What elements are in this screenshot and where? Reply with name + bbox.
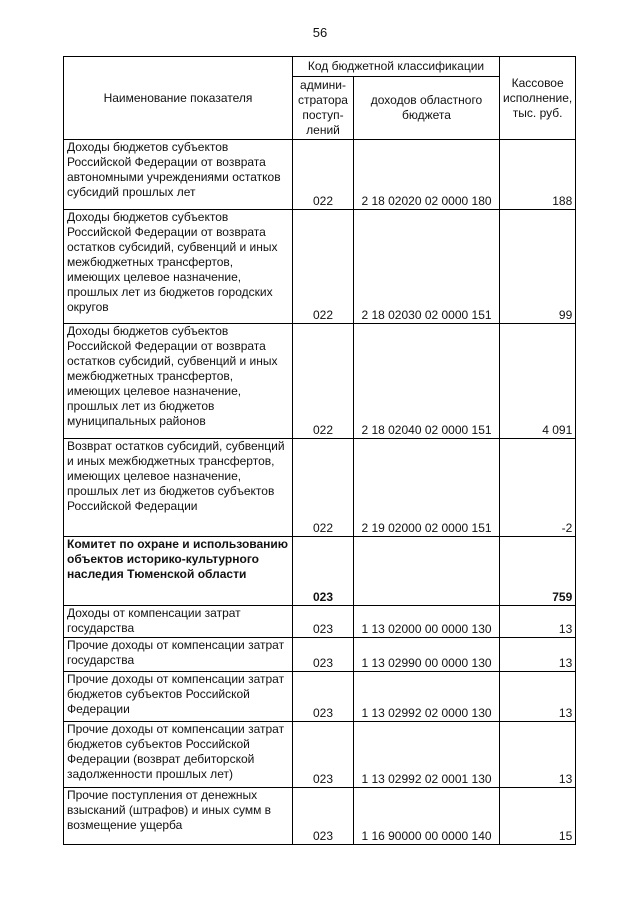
row-amount: 13 xyxy=(500,672,576,722)
header-name: Наименование показателя xyxy=(64,57,293,140)
table-row xyxy=(64,638,576,672)
row-classification-code: 2 18 02020 02 0000 180 xyxy=(354,140,500,210)
table-row xyxy=(64,606,576,638)
row-classification-code: 1 13 02000 00 0000 130 xyxy=(354,606,500,638)
row-amount: 4 091 xyxy=(500,324,576,439)
table-row xyxy=(64,324,576,439)
table-body xyxy=(64,140,576,845)
table-row xyxy=(64,439,576,537)
row-admin-code: 022 xyxy=(293,324,354,439)
row-amount: 13 xyxy=(500,638,576,672)
row-amount: -2 xyxy=(500,439,576,537)
row-amount: 99 xyxy=(500,210,576,324)
row-amount: 13 xyxy=(500,606,576,638)
table-row xyxy=(64,210,576,324)
row-classification-code: 1 13 02992 02 0000 130 xyxy=(354,672,500,722)
row-admin-code: 023 xyxy=(293,638,354,672)
row-classification-code: 1 13 02992 02 0001 130 xyxy=(354,722,500,788)
row-name: Прочие доходы от компенсации затрат государства xyxy=(64,638,293,672)
row-admin-code: 022 xyxy=(293,210,354,324)
row-admin-code: 023 xyxy=(293,606,354,638)
row-amount: 759 xyxy=(500,537,576,606)
row-classification-code xyxy=(354,537,500,606)
header-amount: Кассовое исполнение, тыс. руб. xyxy=(500,57,576,140)
row-name: Прочие доходы от компенсации затрат бюджетов субъектов Российской Федерации (возврат дебиторской задолженности прошлых лет) xyxy=(64,722,293,788)
row-admin-code: 023 xyxy=(293,537,354,606)
table-row xyxy=(64,140,576,210)
row-classification-code: 2 19 02000 02 0000 151 xyxy=(354,439,500,537)
row-admin-code: 022 xyxy=(293,439,354,537)
header-income: доходов областного бюджета xyxy=(354,77,500,140)
header-classification: Код бюджетной классификации xyxy=(293,57,500,77)
row-name: Комитет по охране и использованию объектов историко-культурного наследия Тюменской области xyxy=(64,537,293,606)
row-admin-code: 023 xyxy=(293,722,354,788)
row-name: Доходы бюджетов субъектов Российской Федерации от возврата остатков субсидий, субвенций и иных межбюджетных трансфертов, имеющих целевое назначение, прошлых лет из бюджетов муниципальных районов xyxy=(64,324,293,439)
row-classification-code: 2 18 02040 02 0000 151 xyxy=(354,324,500,439)
row-admin-code: 022 xyxy=(293,140,354,210)
row-name: Доходы бюджетов субъектов Российской Федерации от возврата остатков субсидий, субвенций и иных межбюджетных трансфертов, имеющих целевое назначение, прошлых лет из бюджетов городских округов xyxy=(64,210,293,324)
row-amount: 15 xyxy=(500,788,576,845)
budget-table xyxy=(63,56,576,845)
header-administrator: админи-стратора поступ-лений xyxy=(293,77,354,140)
table-row xyxy=(64,537,576,606)
row-name: Прочие доходы от компенсации затрат бюджетов субъектов Российской Федерации xyxy=(64,672,293,722)
row-classification-code: 1 13 02990 00 0000 130 xyxy=(354,638,500,672)
row-classification-code: 1 16 90000 00 0000 140 xyxy=(354,788,500,845)
row-amount: 13 xyxy=(500,722,576,788)
page-number: 56 xyxy=(312,25,328,40)
table-row xyxy=(64,672,576,722)
row-amount: 188 xyxy=(500,140,576,210)
row-name: Прочие поступления от денежных взысканий (штрафов) и иных сумм в возмещение ущерба xyxy=(64,788,293,845)
row-classification-code: 2 18 02030 02 0000 151 xyxy=(354,210,500,324)
row-name: Доходы от компенсации затрат государства xyxy=(64,606,293,638)
row-name: Доходы бюджетов субъектов Российской Федерации от возврата автономными учреждениями остатков субсидий прошлых лет xyxy=(64,140,293,210)
row-admin-code: 023 xyxy=(293,788,354,845)
table-row xyxy=(64,722,576,788)
row-name: Возврат остатков субсидий, субвенций и иных межбюджетных трансфертов, имеющих целевое назначение, прошлых лет из бюджетов субъектов Российской Федерации xyxy=(64,439,293,537)
table-row xyxy=(64,788,576,845)
row-admin-code: 023 xyxy=(293,672,354,722)
